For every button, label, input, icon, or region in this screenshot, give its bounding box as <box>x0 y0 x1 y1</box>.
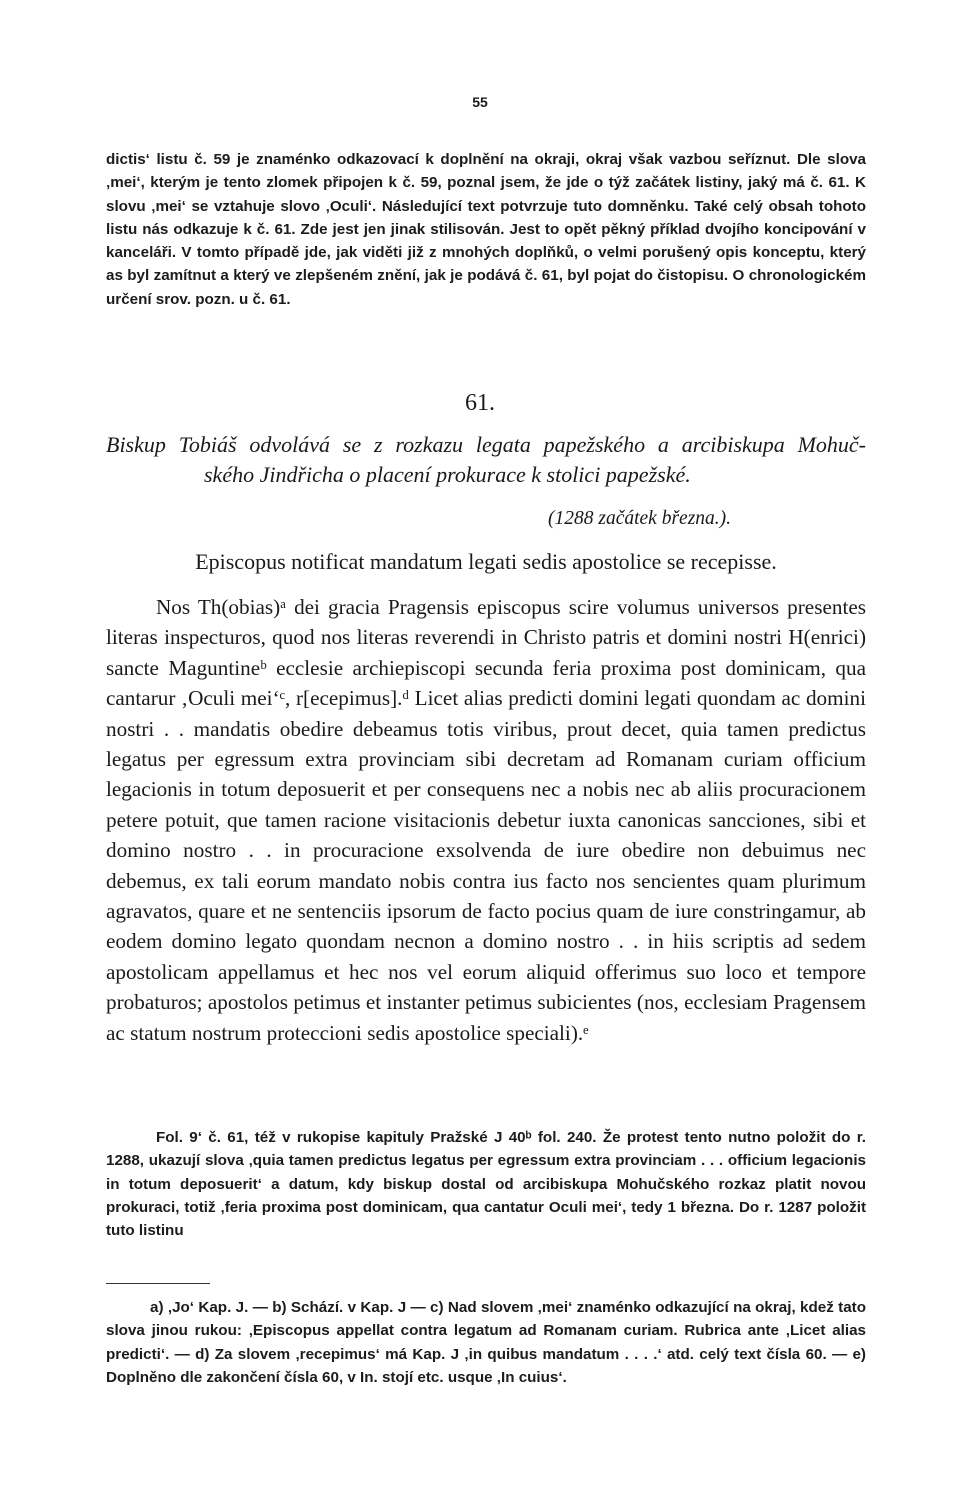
document-heading <box>106 430 866 490</box>
document-date: (1288 začátek března.). <box>548 508 732 529</box>
editorial-notes-text: Fol. 9‘ č. 61, též v rukopise kapituly Pražské J 40ᵇ fol. 240. Že protest tento nutno položit do r. 1288, ukazují slova ‚quia tamen predictus legatus per egressum extra provinciam . . . officium legacionis in totum deposuerit‘ a datum, kdy biskup dostal od arcibiskupa Mohučského rozkaz platit novou prokuraci, totiž ‚feria proxima post dominicam, qua cantatur Oculi mei‘, tedy 1 března. Do r. 1287 položit tuto listinu <box>106 1129 866 1240</box>
intro-paragraph <box>106 148 866 311</box>
document-body <box>106 592 866 1048</box>
document-body-text: Nos Th(obias)ᵃ dei gracia Pragensis episcopus scire volumus universos presentes literas inspecturos, quod nos literas reverendi in Christo patris et domini nostri H(enrici) sancte Maguntineᵇ ecclesie archiepiscopi secunda feria proxima post dominicam, qua cantarur ‚Oculi mei‘ᶜ, r[ecepimus].ᵈ Licet alias predicti domini legati quondam ac domini nostri . . mandatis obedire debeamus totis viribus, prout decet, quia tamen predictus legatus per egressum extra provinciam sibi decretam ad Romanam curiam officium legacionis in totum deposuerit et per consequens nec a nobis nec ab aliis procuracionem petere potuit, que tamen racione visitacionis debetur iuxta canonicas sancciones, sibi et domino nostro . . in procuracione exsolvenda de iure obedire non debuimus nec debemus, ex tali eorum mandato nobis contra ius facto nos sencientes quam plurimum agravatos, quare et ne sentenciis ipsorum de facto pocius quam de iure constringamur, ab eodem domino legato quondam necnon a domino nostro . . in hiis scriptis ad sedem apostolicam appellamus et hec nos vel eorum aliquid offerimus suo loco et tempore probaturos; apostolos petimus et instanter petimus subicientes (nos, ecclesiam Pragensem ac statum nostrum proteccioni sedis apostolice speciali).ᵉ <box>106 595 866 1045</box>
footnotes-text: a) ‚Jo‘ Kap. J. — b) Schází. v Kap. J — c) Nad slovem ‚mei‘ znaménko odkazující na okraj, kdež tato slova jinou rukou: ‚Episcopus appellat contra legatum ad Romanam curiam. Rubrica ante ‚Licet alias predicti‘. — d) Za slovem ‚recepimus‘ má Kap. J ‚in quibus mandatum . . . .‘ atd. celý text čísla 60. — e) Doplněno dle zakončení čísla 60, v In. stojí etc. usque ‚In cuius‘. <box>106 1299 866 1386</box>
page-number: 55 <box>472 94 488 110</box>
editorial-notes <box>106 1126 866 1242</box>
heading-line-1: Biskup Tobiáš odvolává se z rozkazu legata papežského a arcibiskupa Mohuč- <box>106 432 866 457</box>
footnote-separator <box>106 1283 210 1284</box>
heading-line-2: ského Jindřicha o placení prokurace k stolici papežské. <box>204 462 691 487</box>
document-summary: Episcopus notificat mandatum legati sedis apostolice se recepisse. <box>195 549 777 574</box>
footnotes <box>106 1296 866 1389</box>
document-number: 61. <box>465 390 495 416</box>
intro-text: dictis‘ listu č. 59 je znaménko odkazovací k doplnění na okraji, okraj však vazbou seříznut. Dle slova ‚mei‘, kterým je tento zlomek připojen k č. 59, poznal jsem, že jde o týž začátek listiny, jaký má č. 61. K slovu ‚mei‘ se vztahuje slovo ‚Oculi‘. Následující text potvrzuje tuto domněnku. Také celý obsah tohoto listu nás odkazuje k č. 61. Zde jest jen jinak stilisován. Jest to opět pěkný příklad dvojího koncipování v kanceláři. V tomto případě jde, jak viděti již z mnohých doplňků, o velmi porušený opis konceptu, který as byl zamítnut a který ve zlepšeném znění, jak je podává č. 61, byl pojat do čistopisu. O chronologickém určení srov. pozn. u č. 61. <box>106 151 866 308</box>
